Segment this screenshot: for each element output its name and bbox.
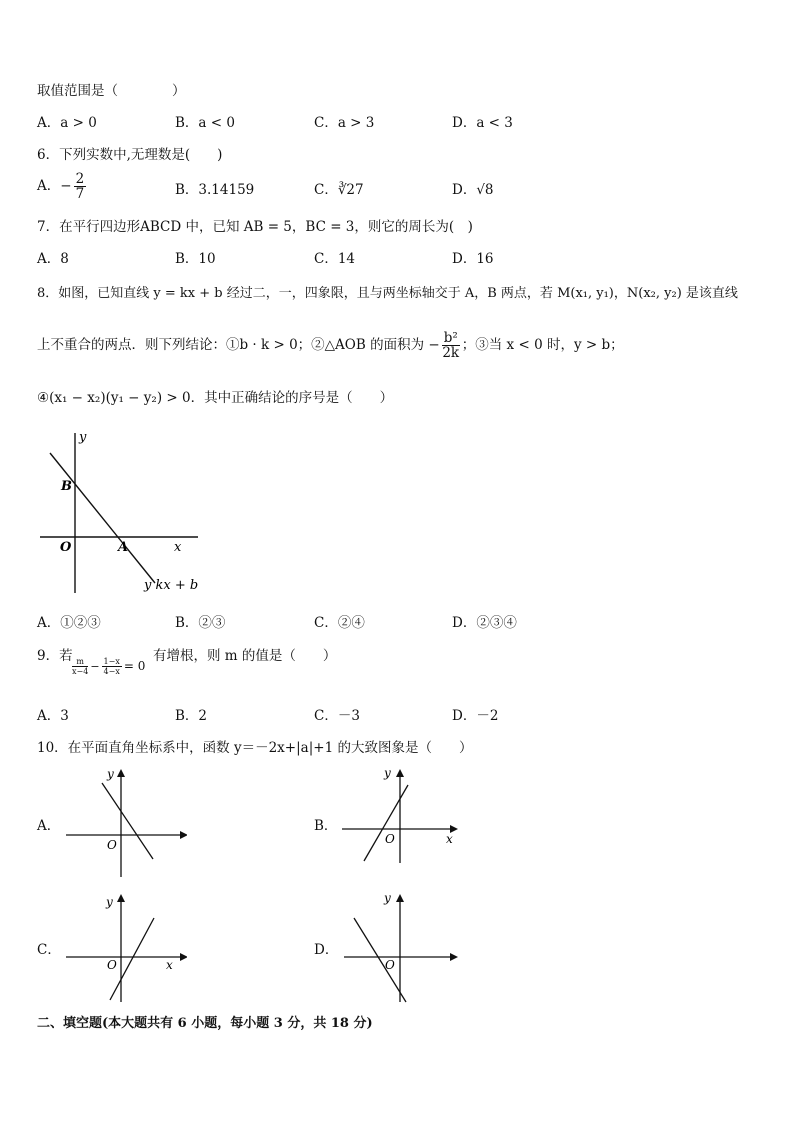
q10-a-x-arrow	[180, 831, 187, 839]
q10-d-label-o: O	[385, 958, 395, 972]
q9-option-a: A．3	[37, 708, 69, 724]
q8-area-denominator: 2k	[442, 345, 460, 361]
q10-option-b-label: B．	[314, 818, 338, 834]
q10-b-line	[364, 785, 408, 861]
q8-line-graph	[50, 453, 155, 583]
q9-fraction-1	[72, 657, 88, 676]
q6-stem: 6．下列实数中,无理数是( )	[37, 147, 223, 163]
q8-area-fraction	[442, 331, 460, 360]
q9-f1-denominator: x−4	[72, 667, 89, 676]
q9-option-b: B．2	[175, 708, 208, 724]
q10-b-label-y: y	[384, 766, 391, 780]
q10-option-c-label: C．	[37, 942, 61, 958]
q10-stem: 10．在平面直角坐标系中，函数 y＝－2x+|a|+1 的大致图象是（ ）	[37, 740, 473, 756]
q10-c-label-o: O	[107, 958, 117, 972]
q10-b-label-o: O	[385, 832, 395, 846]
q5-stem-tail: 取值范围是（ ）	[37, 83, 186, 99]
q8-label-x: x	[174, 540, 182, 555]
q7-option-a: A．8	[37, 251, 69, 267]
q9-stem-pre: 9．若	[37, 648, 73, 664]
q8-option-a: A．①②③	[37, 615, 101, 631]
q6-option-d: D．√8	[452, 182, 494, 198]
q9-equation	[70, 657, 145, 676]
q8-graph	[30, 425, 210, 600]
q10-c-x-arrow	[180, 953, 187, 961]
q10-d-x-arrow	[450, 953, 458, 961]
q7-stem: 7．在平行四边形ABCD 中，已知 AB = 5，BC = 3，则它的周长为( )	[37, 219, 473, 235]
q10-c-y-arrow	[117, 894, 125, 902]
q10-a-label-y: y	[107, 767, 114, 781]
q8-line2	[37, 331, 624, 360]
q10-d-line	[354, 918, 406, 1002]
q10-graph-b	[340, 765, 465, 880]
q10-a-label-o: O	[107, 838, 117, 852]
q7-option-b: B．10	[175, 251, 216, 267]
q8-label-o: O	[60, 540, 72, 555]
q8-label-y: y	[79, 430, 87, 445]
q5-option-a: A．a > 0	[37, 115, 97, 131]
q10-c-label-x: x	[166, 958, 173, 972]
q10-graph-a	[62, 765, 187, 880]
q8-option-c: C．②④	[314, 615, 365, 631]
q8-line2-post: ；③当 x < 0 时，y > b；	[461, 337, 624, 353]
q10-b-label-x: x	[446, 832, 453, 846]
q9-f2-numerator: 1−x	[103, 657, 120, 666]
q8-label-a: A	[118, 540, 129, 555]
q6-option-b: B．3.14159	[175, 182, 255, 198]
q7-option-d: D．16	[452, 251, 494, 267]
q7-option-c: C．14	[314, 251, 356, 267]
q6-option-a-prefix: A．−	[37, 178, 72, 194]
q9-option-d: D．－2	[452, 708, 499, 724]
q10-b-y-arrow	[396, 769, 404, 777]
q10-option-d-label: D．	[314, 942, 339, 958]
q8-area-numerator: b²	[443, 330, 458, 346]
q6-option-a	[37, 172, 88, 201]
q5-option-b: B．a < 0	[175, 115, 235, 131]
q10-d-y-arrow	[396, 894, 404, 902]
q10-graph-d	[340, 890, 465, 1005]
q8-line3: ④(x₁ − x₂)(y₁ − y₂) > 0．其中正确结论的序号是（ ）	[37, 390, 394, 406]
q8-line1: 8．如图，已知直线 y = kx + b 经过二，一，四象限，且与两坐标轴交于 A，B 两点，若 M(x₁, y₁)，N(x₂, y₂) 是该直线	[37, 286, 738, 301]
q8-line2-pre: 上不重合的两点．则下列结论：①b · k > 0；②△AOB 的面积为 −	[37, 337, 440, 353]
q9-option-c: C．－3	[314, 708, 360, 724]
q9-equals-zero: = 0	[123, 659, 146, 673]
q9-minus: −	[90, 660, 100, 673]
q6-option-a-denominator: 7	[75, 186, 85, 202]
q6-option-c: C．∛27	[314, 182, 364, 198]
q10-a-y-arrow	[117, 769, 125, 777]
q8-option-d: D．②③④	[452, 615, 517, 631]
q10-option-a-label: A．	[37, 818, 61, 834]
q5-option-c: C．a > 3	[314, 115, 375, 131]
q6-option-a-fraction	[74, 172, 87, 201]
q8-label-line: y kx + b	[144, 578, 199, 593]
q9-f2-denominator: 4−x	[103, 667, 120, 676]
q5-option-d: D．a < 3	[452, 115, 513, 131]
q9-f1-numerator: m	[72, 657, 88, 667]
q8-label-b: B	[61, 479, 72, 494]
q9-stem-post: 有增根，则 m 的值是（ ）	[153, 648, 337, 664]
section2-title: 二、填空题(本大题共有 6 小题，每小题 3 分，共 18 分)	[37, 1016, 373, 1031]
q10-d-label-y: y	[384, 891, 391, 905]
q8-option-b: B．②③	[175, 615, 226, 631]
q10-c-label-y: y	[106, 895, 113, 909]
q9-fraction-2	[102, 657, 122, 676]
q6-option-a-numerator: 2	[75, 171, 85, 187]
q10-graph-c	[62, 890, 187, 1005]
